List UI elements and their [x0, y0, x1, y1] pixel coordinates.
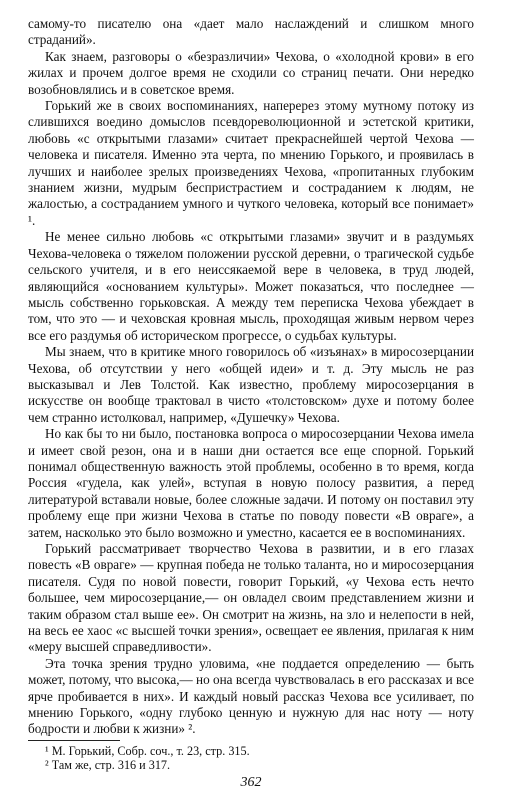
paragraph: самому-то писателю она «дает мало наслаждений и слишком много страданий». — [28, 16, 474, 48]
paragraph: Не менее сильно любовь «с открытыми глазами» звучит и в раздумьях Чехова-человека о тяжелом положении русской деревни, о трагической судьбе сельского учителя, и в его неиссякаемой вере в человека, в труд людей, являющийся «основанием культуры». Может показаться, что последнее — мысль собственно горьковская. А между тем переписка Чехова убеждает в том, что это — и чеховская кровная мысль, проходящая живым нервом через все его раздумья об историческом прогрессе, о судьбах культуры. — [28, 229, 474, 343]
paragraph: Горький же в своих воспоминаниях, наперерез этому мутному потоку из слившихся воедино домыслов псевдореволюционной и эстетской критики, любовь «с открытыми глазами» считает прекраснейшей чертой Чехова — человека и писателя. Именно эта черта, по мнению Горького, и проявилась в лучших и наиболее зрелых произведениях Чехова, «пропитанных глубоким знанием жизни, мудрым беспристрастием и состраданием к людям, не жалостью, а состраданием умного и чуткого человека, который все понимает» ¹. — [28, 98, 474, 228]
paragraph: Горький рассматривает творчество Чехова в развитии, и в его глазах повесть «В овраге» — крупная победа не только таланта, но и миросозерцания писателя. Судя по новой повести, говорит Горький, «у Чехова есть нечто большее, чем миросозерцание,— он овладел своим представлением жизни и таким образом стал выше ее». Он смотрит на жизнь, на зло и нелепости в ней, на весь ее хаос «с высшей точки зрения», освещает ее явления, прилагая к ним «меру высшей справедливости». — [28, 541, 474, 655]
paragraph: Но как бы то ни было, постановка вопроса о миросозерцании Чехова имела и имеет свой резон, она и в наши дни остается все еще спорной. Горький понимал общественную важность этой проблемы, особенно в то время, когда Россия «гудела, как улей», вступая в новую полосу развития, а перед литературой вставали новые, более сложные задачи. И потому он поставил эту проблему еще при жизни Чехова в статье по поводу повести «В овраге», а затем, насколько это было возможно и уместно, касается ее в воспоминаниях. — [28, 426, 474, 540]
paragraph: Мы знаем, что в критике много говорилось об «изъянах» в миросозерцании Чехова, об отсутствии у него «общей идеи» и т. д. Эту мысль не раз высказывал и Лев Толстой. Как известно, проблему миросозерцания в искусстве он вообще трактовал в чисто «толстовском» духе и потому более чем странно истолковал, например, «Душечку» Чехова. — [28, 344, 474, 425]
paragraph: Как знаем, разговоры о «безразличии» Чехова, о «холодной крови» в его жилах и прочем долгое время не сходили со страниц печати. Они нередко возобновлялись и в советское время. — [28, 48, 474, 97]
footnote-1: ¹ М. Горький, Собр. соч., т. 23, стр. 315. — [45, 743, 250, 758]
page-number: 362 — [240, 775, 262, 790]
paragraph: Эта точка зрения трудно уловима, «не поддается определению — быть может, потому, что высока,— но она всегда чувствовалась в его рассказах и все ярче пробивается в них». И каждый новый рассказ Чехова все усиливает, по мнению Горького, «одну глубоко ценную и нужную для нас ноту — ноту бодрости и любви к жизни» ². — [28, 655, 474, 737]
footnote-2: ² Там же, стр. 316 и 317. — [45, 758, 171, 773]
book-page — [28, 16, 474, 790]
main-text — [28, 16, 474, 738]
footnotes — [28, 744, 474, 773]
footnote-divider — [28, 740, 120, 741]
